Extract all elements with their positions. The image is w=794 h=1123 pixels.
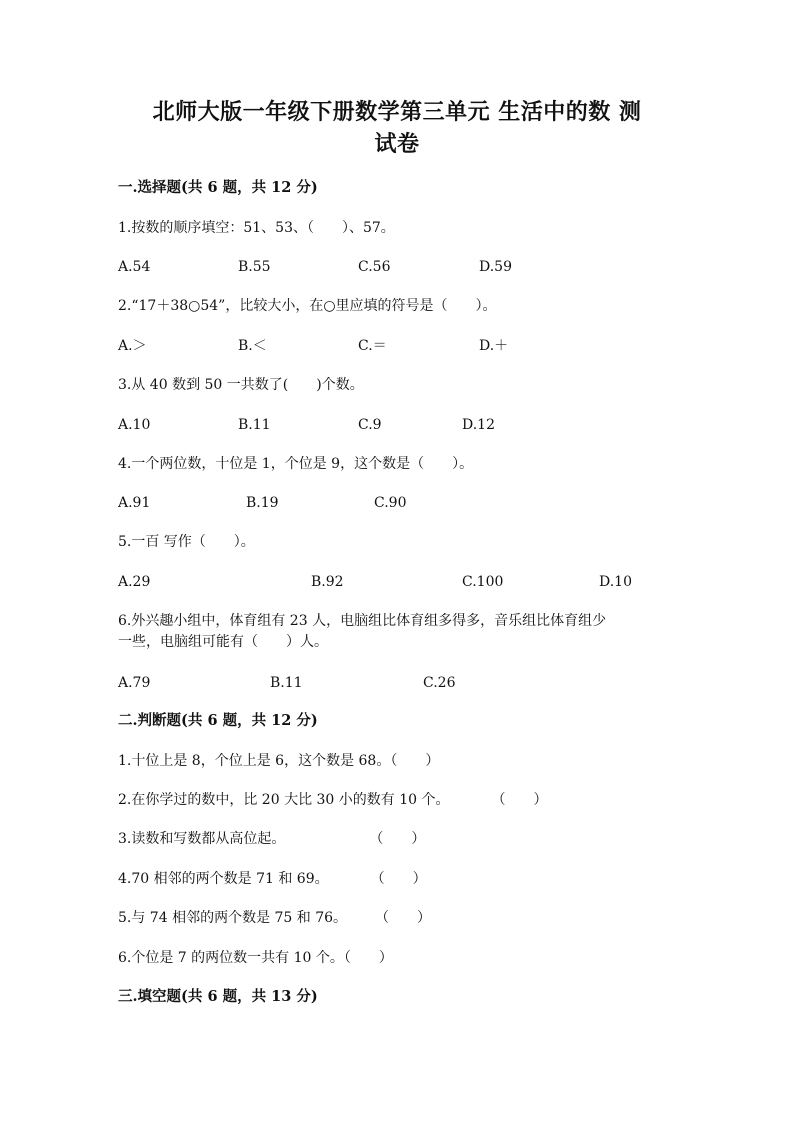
choice-5-option-b: B.92 — [311, 574, 344, 590]
choice-1-option-b: B.55 — [238, 259, 271, 275]
choice-2-option-c: C.＝ — [358, 338, 387, 354]
choice-1-option-a: A.54 — [118, 259, 151, 275]
choice-2-option-b: B.＜ — [238, 338, 267, 354]
choice-question-1: 1.按数的顺序填空：51、53、（ ）、57。 — [118, 220, 395, 236]
choice-question-2: 2.“17＋38○54”，比较大小，在○里应填的符号是（ ）。 — [118, 298, 497, 314]
section-header-fill: 三.填空题(共 6 题，共 13 分) — [118, 988, 318, 1005]
choice-question-5: 5.一百 写作（ ）。 — [118, 534, 255, 550]
choice-question-4: 4.一个两位数，十位是 1，个位是 9，这个数是（ ）。 — [118, 456, 474, 472]
choice-3-option-c: C.9 — [358, 417, 382, 433]
judge-question-3: 3.读数和写数都从高位起。 （ ） — [118, 831, 426, 847]
choice-6-option-b: B.11 — [270, 675, 303, 691]
choice-3-option-d: D.12 — [462, 417, 495, 433]
choice-4-option-c: C.90 — [374, 495, 407, 511]
judge-question-4: 4.70 相邻的两个数是 71 和 69。 （ ） — [118, 871, 427, 887]
choice-6-option-a: A.79 — [118, 675, 151, 691]
judge-question-2: 2.在你学过的数中，比 20 大比 30 小的数有 10 个。 （ ） — [118, 792, 548, 808]
choice-question-6-line-2: 一些，电脑组可能有（ ）人。 — [118, 634, 328, 650]
choice-5-option-c: C.100 — [462, 574, 504, 590]
choice-question-6-line-1: 6.外兴趣小组中，体育组有 23 人，电脑组比体育组多得多，音乐组比体育组少 — [118, 613, 607, 629]
choice-2-option-d: D.＋ — [479, 338, 509, 354]
choice-5-option-a: A.29 — [118, 574, 151, 590]
choice-1-option-d: D.59 — [479, 259, 512, 275]
section-header-choice: 一.选择题(共 6 题，共 12 分) — [118, 179, 318, 196]
choice-4-option-a: A.91 — [118, 495, 151, 511]
choice-1-option-c: C.56 — [358, 259, 391, 275]
choice-2-option-a: A.＞ — [118, 338, 147, 354]
exam-title-line-2: 试卷 — [374, 131, 420, 157]
choice-3-option-a: A.10 — [118, 417, 151, 433]
judge-question-1: 1.十位上是 8，个位上是 6，这个数是 68。（ ） — [118, 753, 440, 769]
choice-5-option-d: D.10 — [599, 574, 632, 590]
choice-question-3: 3.从 40 数到 50 一共数了( )个数。 — [118, 377, 364, 393]
judge-question-5: 5.与 74 相邻的两个数是 75 和 76。 （ ） — [118, 910, 432, 926]
choice-6-option-c: C.26 — [423, 675, 456, 691]
choice-3-option-b: B.11 — [238, 417, 271, 433]
exam-title-line-1: 北师大版一年级下册数学第三单元 生活中的数 测 — [152, 99, 642, 125]
section-header-judge: 二.判断题(共 6 题，共 12 分) — [118, 712, 318, 729]
choice-4-option-b: B.19 — [246, 495, 279, 511]
judge-question-6: 6.个位是 7 的两位数一共有 10 个。（ ） — [118, 950, 393, 966]
